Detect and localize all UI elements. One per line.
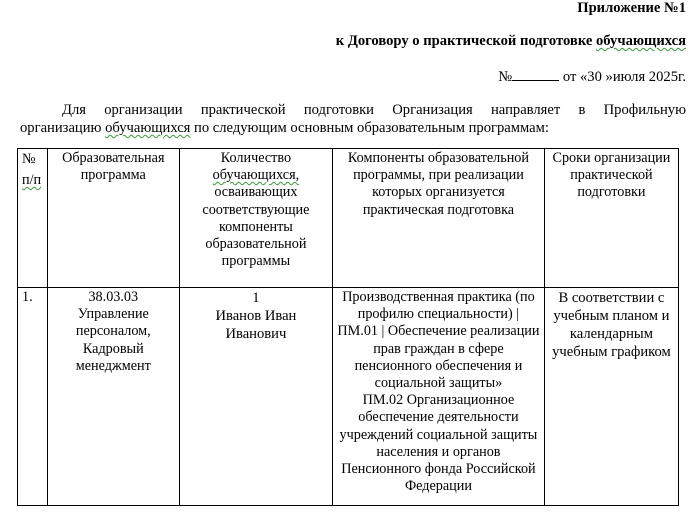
spellcheck-word[interactable]: обучающихся xyxy=(596,33,686,49)
header-program: Образовательная программа xyxy=(47,149,179,288)
header-count xyxy=(179,149,332,288)
spellcheck-word[interactable]: обучающихся, xyxy=(212,167,300,184)
row-terms: В соответствии с учебным планом и календарным учебным графиком xyxy=(544,288,678,506)
component-pm01: Производственная практика (по профилю специальности) | ПМ.01 | Обеспечение реализации прав граждан в сфере пенсионного обеспечения и социальной защиты» xyxy=(337,289,540,392)
table-header-row xyxy=(18,149,679,288)
intro-text: организацию xyxy=(20,120,106,136)
programs-table xyxy=(17,148,679,506)
spellcheck-word[interactable]: п/п xyxy=(22,172,42,188)
contract-date: от «30 »июля 2025г. xyxy=(559,69,686,85)
contract-reference xyxy=(336,33,686,50)
header-components: Компоненты образовательной программы, при реализации которых организуется практическая подготовка xyxy=(333,149,545,288)
table-row xyxy=(18,288,679,506)
intro-paragraph xyxy=(20,101,686,137)
intro-text: по следующим основным образовательным программам: xyxy=(190,120,549,136)
contract-reference-text: к Договору о практической подготовке xyxy=(335,33,596,49)
program-code: 38.03.03 xyxy=(88,289,139,305)
header-number-sign: № xyxy=(22,151,36,167)
contract-number-date xyxy=(498,67,686,86)
header-number xyxy=(18,149,48,288)
row-number: 1. xyxy=(18,288,48,506)
component-pm02: ПМ.02 Организационное обеспечение деятельности учреждений социальной защиты населения и органов Пенсионного фонда Российской Федерации xyxy=(339,392,538,495)
contract-number-blank[interactable] xyxy=(512,67,559,81)
row-count xyxy=(179,288,332,506)
student-count: 1 xyxy=(252,290,260,306)
appendix-title: Приложение №1 xyxy=(577,0,686,16)
header-count-line: Количество xyxy=(220,150,292,166)
row-program xyxy=(47,288,179,506)
header-count-rest: осваивающих соответствующие компоненты образовательной программы xyxy=(202,184,310,270)
header-terms: Сроки организации практической подготовки xyxy=(544,149,678,288)
number-sign: № xyxy=(498,69,513,85)
row-components xyxy=(333,288,545,506)
intro-line-1: Для организации практической подготовки Организация направляет в Профильную xyxy=(62,102,686,118)
spellcheck-word[interactable]: обучающихся xyxy=(105,120,191,136)
intro-line-2 xyxy=(20,120,549,136)
student-name: Иванов Иван Иванович xyxy=(215,308,297,342)
program-name: Управление персоналом, Кадровый менеджмент xyxy=(75,306,151,374)
